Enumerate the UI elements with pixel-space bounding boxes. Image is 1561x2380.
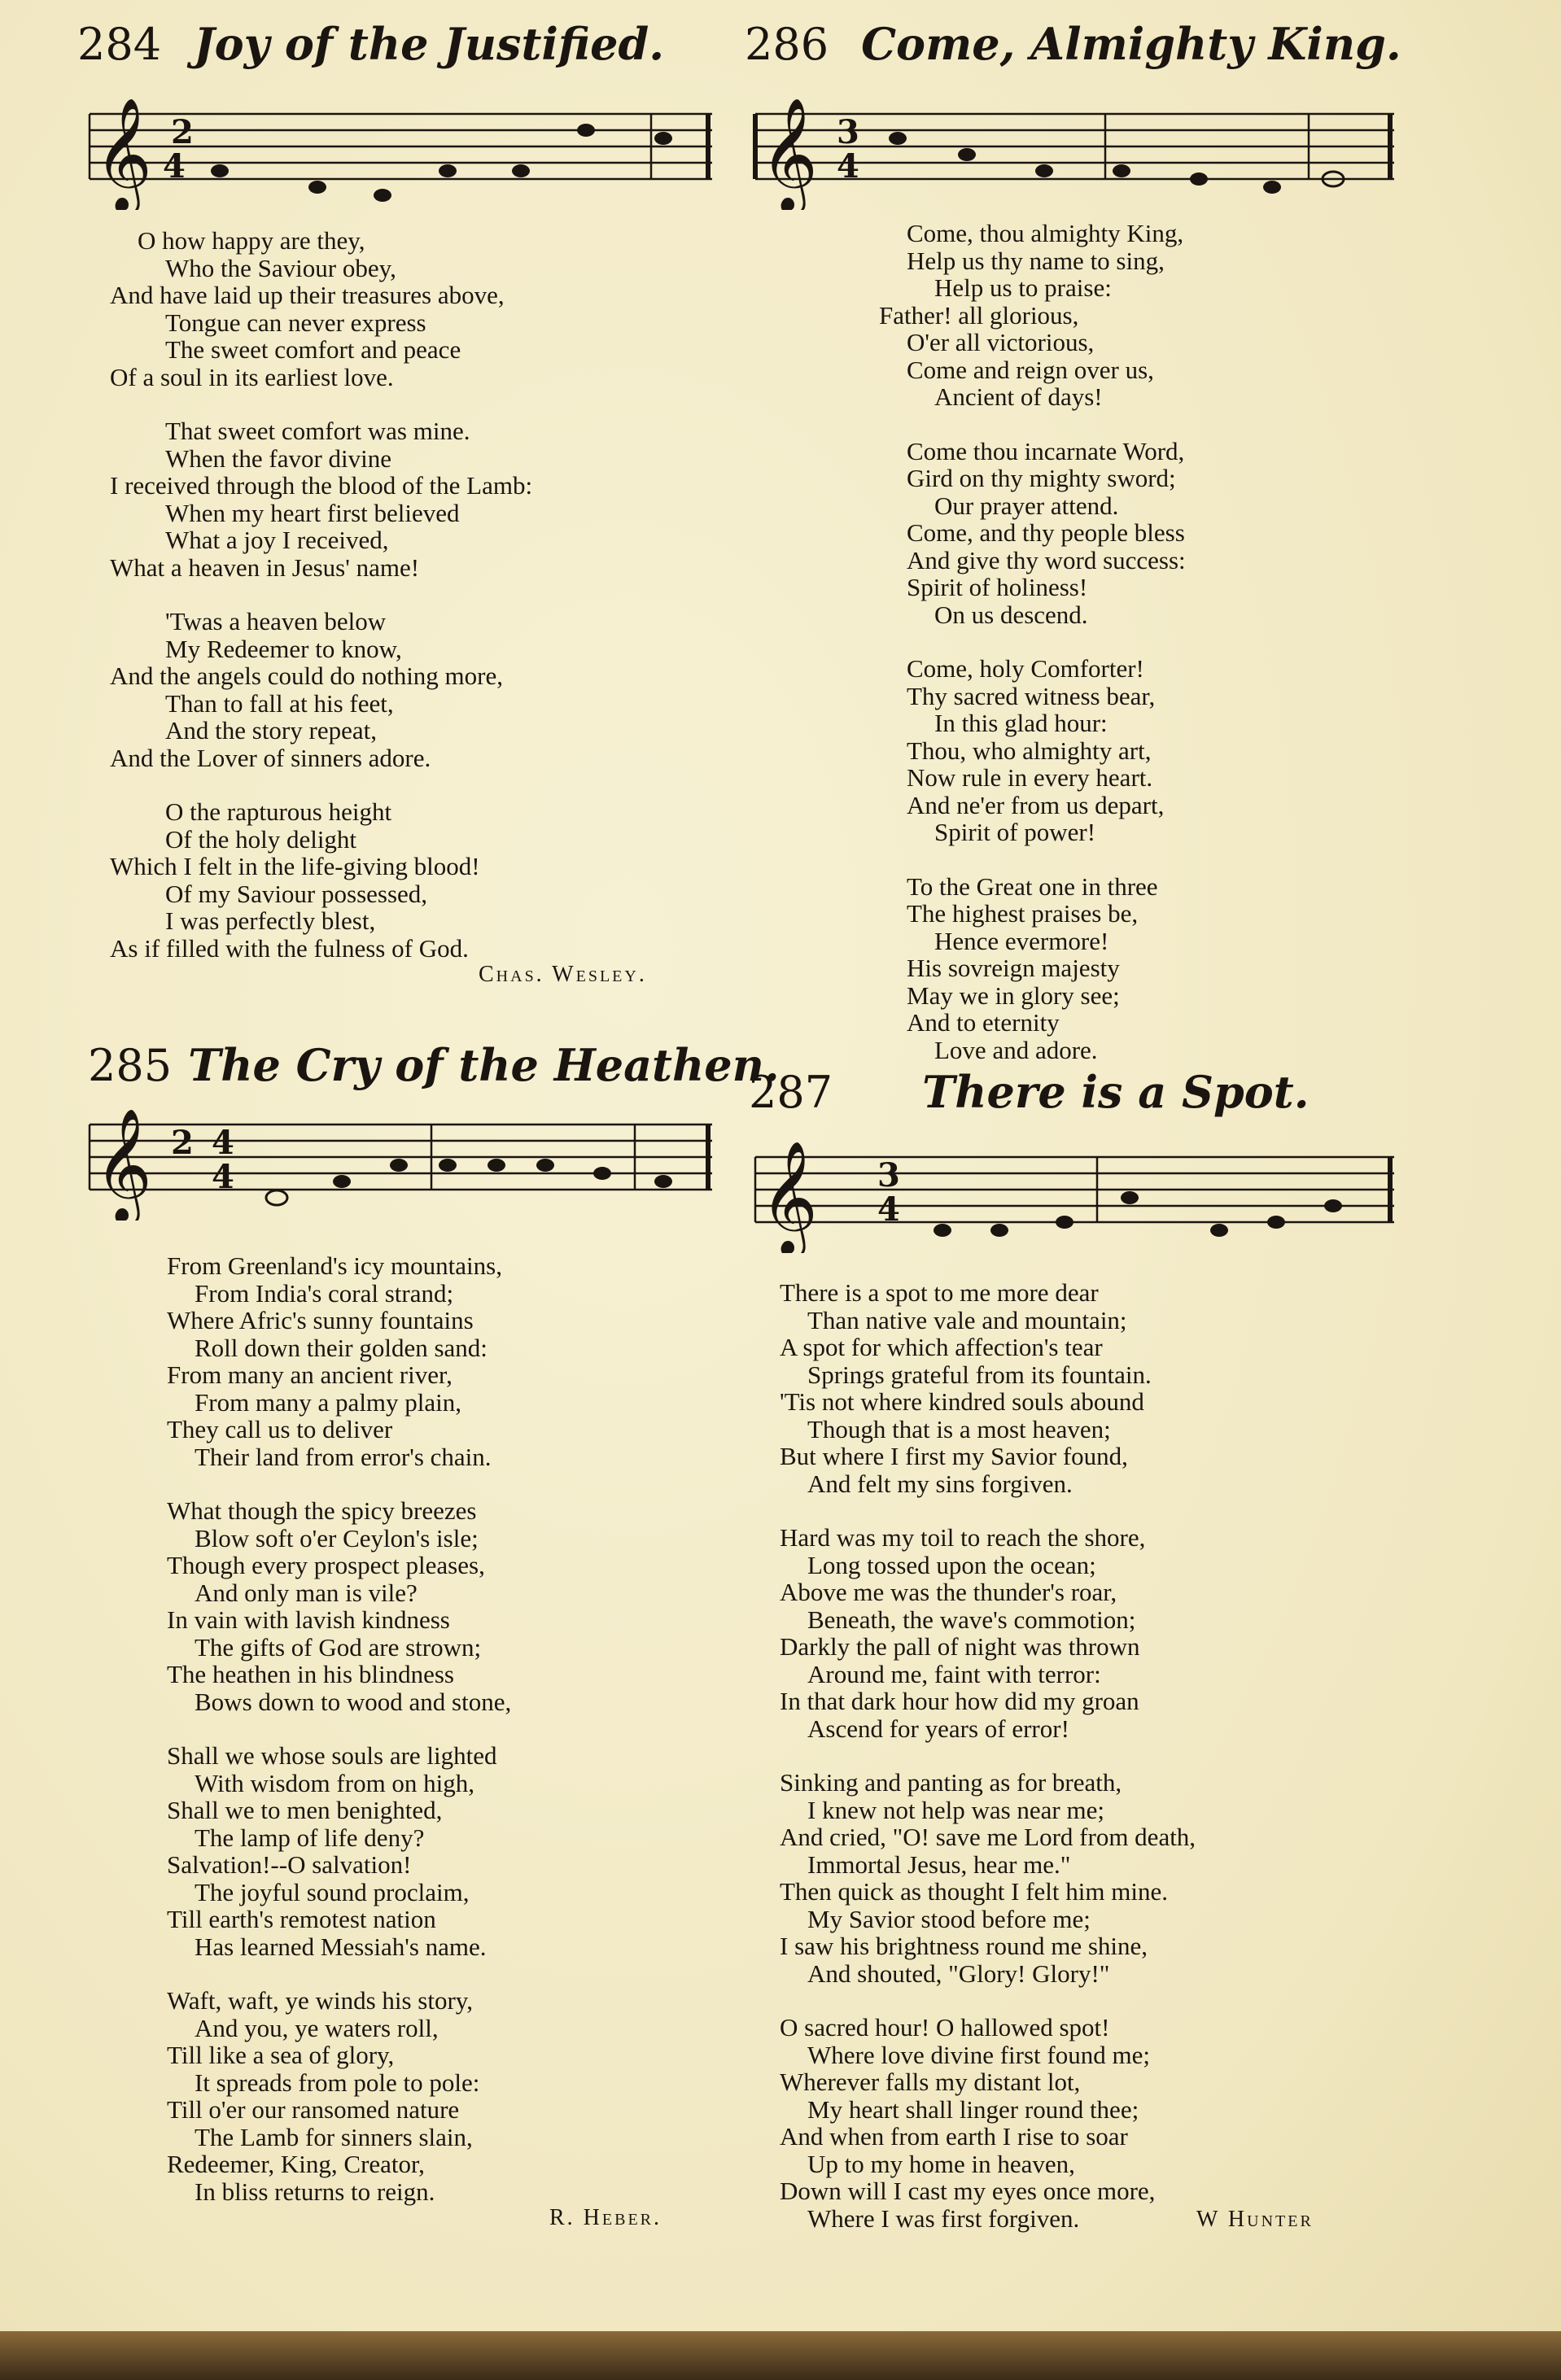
verse-line: And ne'er from us depart, (907, 790, 1165, 819)
verse-line: The gifts of God are strown; (195, 1632, 482, 1662)
verse-line: And felt my sins forgiven. (807, 1469, 1073, 1498)
verse-line: Down will I cast my eyes once more, (780, 2177, 1156, 2205)
verse-line: With wisdom from on high, (195, 1768, 475, 1797)
svg-text:𝄞: 𝄞 (760, 1141, 818, 1253)
verse-line: Of the holy delight (165, 824, 357, 854)
verse-line: Where I was first forgiven. (807, 2203, 1080, 2233)
svg-text:4: 4 (877, 1190, 900, 1229)
verse-line: Till earth's remotest nation (167, 1905, 436, 1933)
verse-line: My heart shall linger round thee; (807, 2094, 1139, 2124)
verse-line: In bliss returns to reign. (195, 2177, 435, 2206)
verse-line: Hence evermore! (934, 926, 1109, 955)
verse-line: Springs grateful from its fountain. (807, 1360, 1152, 1389)
verse-line: Come thou incarnate Word, (907, 436, 1185, 465)
verse-line: On us descend. (934, 600, 1088, 629)
verse-line: Roll down their golden sand: (195, 1333, 488, 1362)
verse-line: Help us to praise: (934, 273, 1112, 302)
verse-line: The Lamb for sinners slain, (195, 2122, 473, 2151)
verse-line: What though the spicy breezes (167, 1496, 477, 1525)
verse-line: 'Tis not where kindred souls abound (780, 1387, 1144, 1416)
svg-text:𝄞: 𝄞 (94, 98, 152, 210)
verse-line: When the favor divine (165, 443, 392, 473)
verse-line: In vain with lavish kindness (167, 1605, 450, 1634)
verse-line: Come, thou almighty King, (907, 219, 1184, 247)
hymn-284-verses (110, 227, 532, 962)
verse-line: Redeemer, King, Creator, (167, 2150, 425, 2178)
verse-line: Then quick as thought I felt him mine. (780, 1877, 1168, 1906)
verse-line: Waft, waft, ye winds his story, (167, 1986, 474, 2015)
hymn-number: 287 (749, 1067, 833, 1118)
verse-line: In this glad hour: (934, 709, 1108, 737)
verse-line: Shall we whose souls are lighted (167, 1741, 497, 1770)
svg-text:4: 4 (212, 1124, 234, 1162)
verse-line: And give thy word success: (907, 545, 1186, 574)
verse-line: The joyful sound proclaim, (195, 1877, 470, 1906)
hymn-284-header (77, 18, 664, 70)
verse-line: As if filled with the fulness of God. (110, 933, 469, 963)
verse-line: What a heaven in Jesus' name! (110, 552, 420, 582)
svg-text:4: 4 (212, 1158, 234, 1196)
verse-line: The sweet comfort and peace (165, 335, 461, 364)
verse-line: And when from earth I rise to soar (780, 2122, 1128, 2151)
svg-text:𝄞: 𝄞 (760, 98, 818, 210)
verse-line: O sacred hour! O hallowed spot! (780, 2013, 1110, 2042)
verse-line: Spirit of holiness! (907, 573, 1088, 601)
verse-line: In that dark hour how did my groan (780, 1687, 1139, 1715)
music-staff-284 (81, 96, 716, 210)
verse-line: Who the Saviour obey, (165, 253, 396, 282)
verse-line: There is a spot to me more dear (780, 1278, 1099, 1307)
verse-line: And have laid up their treasures above, (110, 281, 505, 309)
hymn-title: The Cry of the Heathen. (188, 1039, 780, 1091)
hymn-285-verses (167, 1252, 511, 2205)
verse-line: Up to my home in heaven, (807, 2149, 1075, 2178)
verse-line: I was perfectly blest, (165, 906, 376, 935)
verse-line: Blow soft o'er Ceylon's isle; (195, 1523, 479, 1552)
verse-line: Tongue can never express (165, 308, 426, 337)
verse-line: And shouted, "Glory! Glory!" (807, 1959, 1110, 1988)
verse-line: Bows down to wood and stone, (195, 1687, 512, 1716)
verse-line: Shall we to men benighted, (167, 1796, 443, 1824)
hymn-284-author: Chas. Wesley. (479, 962, 647, 987)
verse-line: Salvation!--O salvation! (167, 1850, 412, 1879)
verse-line: To the Great one in three (907, 871, 1158, 901)
svg-text:4: 4 (837, 147, 859, 186)
verse-line: Love and adore. (934, 1035, 1098, 1064)
verse-line: My Savior stood before me; (807, 1904, 1091, 1933)
verse-line: And cried, "O! save me Lord from death, (780, 1823, 1196, 1851)
verse-line: A spot for which affection's tear (780, 1333, 1103, 1361)
verse-line: And the story repeat, (165, 716, 377, 745)
page-bottom-edge (0, 2331, 1561, 2380)
verse-line: Come and reign over us, (907, 355, 1154, 384)
verse-line: Come, holy Comforter! (907, 654, 1144, 683)
verse-line: Immortal Jesus, hear me." (807, 1849, 1071, 1879)
music-staff-287 (747, 1139, 1398, 1253)
hymn-number: 286 (745, 19, 829, 70)
verse-line: Of my Saviour possessed, (165, 879, 428, 908)
verse-line: Their land from error's chain. (195, 1442, 492, 1471)
hymn-number: 284 (77, 19, 162, 70)
verse-line: Above me was the thunder's roar, (780, 1578, 1117, 1606)
verse-line: Our prayer attend. (934, 491, 1119, 520)
verse-line: My Redeemer to know, (165, 634, 402, 663)
verse-line: Sinking and panting as for breath, (780, 1768, 1122, 1797)
verse-line: Of a soul in its earliest love. (110, 362, 394, 391)
verse-line: Around me, faint with terror: (807, 1659, 1101, 1688)
verse-line: Long tossed upon the ocean; (807, 1550, 1096, 1579)
verse-line: The heathen in his blindness (167, 1660, 454, 1688)
verse-line: Hard was my toil to reach the shore, (780, 1523, 1146, 1552)
verse-line: Till o'er our ransomed nature (167, 2095, 460, 2124)
verse-line: Help us thy name to sing, (907, 246, 1165, 275)
verse-line: Beneath, the wave's commotion; (807, 1605, 1136, 1634)
verse-line: What a joy I received, (165, 526, 389, 554)
hymn-285-header (88, 1039, 780, 1091)
verse-line: Father! all glorious, (879, 300, 1079, 330)
hymn-286-verses (879, 220, 1186, 1063)
verse-line: Thou, who almighty art, (907, 736, 1152, 765)
verse-line: Than native vale and mountain; (807, 1305, 1127, 1334)
verse-line: It spreads from pole to pole: (195, 2068, 480, 2097)
verse-line: And the Lover of sinners adore. (110, 743, 431, 772)
verse-line: O the rapturous height (165, 797, 392, 826)
hymn-287-author: W Hunter (1196, 2207, 1314, 2232)
verse-line: The highest praises be, (907, 899, 1139, 928)
verse-line: And you, ye waters roll, (195, 2013, 439, 2042)
hymn-title: There is a Spot. (922, 1066, 1310, 1118)
verse-line: Where Afric's sunny fountains (167, 1306, 474, 1334)
verse-line: Ancient of days! (934, 382, 1103, 411)
verse-line: When my heart first believed (165, 498, 460, 527)
verse-line: Spirit of power! (934, 818, 1096, 846)
verse-line: The lamp of life deny? (195, 1823, 425, 1852)
verse-line: Till like a sea of glory, (167, 2041, 395, 2069)
verse-line: I received through the blood of the Lamb: (110, 471, 533, 500)
verse-line: From many a palmy plain, (195, 1387, 462, 1417)
verse-line: Wherever falls my distant lot, (780, 2068, 1081, 2096)
verse-line: His sovreign majesty (907, 954, 1120, 982)
verse-line: May we in glory see; (907, 980, 1120, 1010)
verse-line: Thy sacred witness bear, (907, 681, 1156, 710)
verse-line: And the angels could do nothing more, (110, 662, 503, 690)
verse-line: That sweet comfort was mine. (165, 417, 470, 445)
svg-text:4: 4 (163, 147, 186, 186)
verse-line: From India's coral strand; (195, 1278, 454, 1308)
verse-line: Come, and thy people bless (907, 518, 1185, 547)
svg-text:2: 2 (171, 113, 194, 151)
verse-line: They call us to deliver (167, 1415, 393, 1443)
verse-line: And to eternity (907, 1008, 1060, 1037)
hymn-title: Come, Almighty King. (861, 18, 1401, 70)
verse-line: Now rule in every heart. (907, 763, 1153, 792)
verse-line: Ascend for years of error! (807, 1714, 1069, 1743)
verse-line: Gird on thy mighty sword; (907, 464, 1176, 492)
verse-line: From many an ancient river, (167, 1360, 453, 1389)
verse-line: I knew not help was near me; (807, 1795, 1104, 1824)
music-staff-285 (81, 1107, 716, 1221)
verse-line: But where I first my Savior found, (780, 1442, 1128, 1470)
hymn-number: 285 (88, 1040, 173, 1091)
music-staff-286 (747, 96, 1398, 210)
verse-line: I saw his brightness round me shine, (780, 1932, 1148, 1960)
verse-line: Where love divine first found me; (807, 2040, 1150, 2069)
verse-line: Though every prospect pleases, (167, 1551, 485, 1579)
verse-line: O how happy are they, (138, 226, 365, 255)
verse-line: Which I felt in the life-giving blood! (110, 852, 480, 880)
verse-line: 'Twas a heaven below (165, 607, 387, 635)
svg-text:𝄞: 𝄞 (94, 1108, 152, 1221)
svg-text:3: 3 (837, 113, 859, 151)
hymn-287-verses (780, 1279, 1196, 2232)
hymn-title: Joy of the Justified. (194, 18, 665, 70)
hymn-286-header (745, 18, 1401, 70)
hymn-285-author: R. Heber. (549, 2205, 662, 2230)
verse-line: From Greenland's icy mountains, (167, 1251, 502, 1280)
verse-line: O'er all victorious, (907, 328, 1095, 356)
svg-text:3: 3 (877, 1156, 900, 1194)
hymn-287-header (749, 1066, 1310, 1118)
verse-line: Has learned Messiah's name. (195, 1932, 487, 1961)
verse-line: Though that is a most heaven; (807, 1414, 1111, 1443)
verse-line: And only man is vile? (195, 1578, 418, 1607)
verse-line: Darkly the pall of night was thrown (780, 1632, 1140, 1661)
verse-line: Than to fall at his feet, (165, 688, 394, 718)
svg-text:2: 2 (171, 1124, 194, 1162)
